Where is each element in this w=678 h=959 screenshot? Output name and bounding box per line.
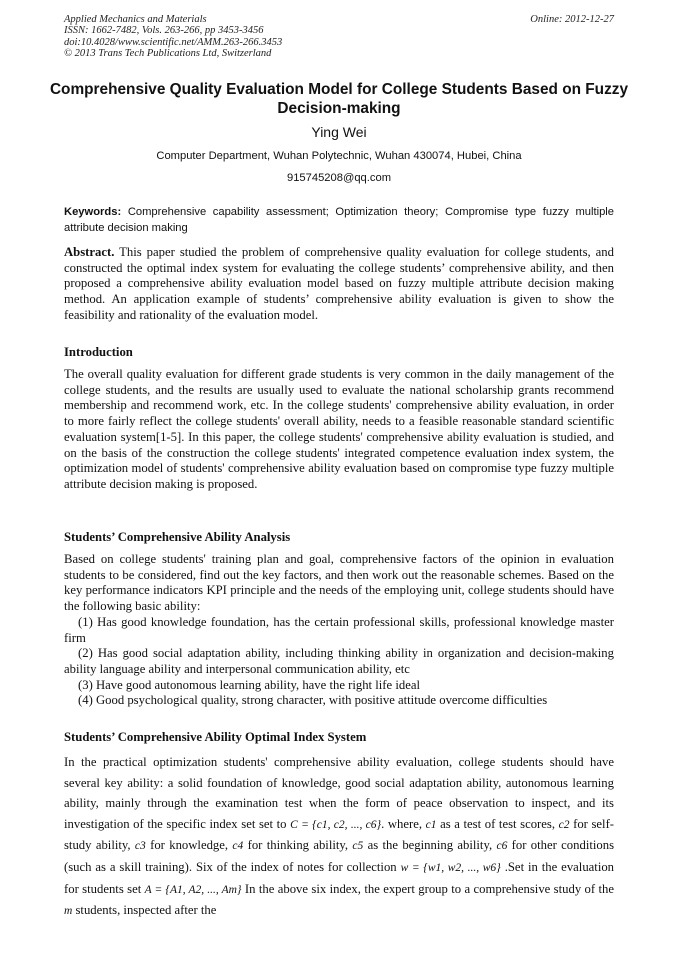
optimal-text: for other conditions (such as a skill training). Six of the index of notes for collection xyxy=(64,838,615,874)
intro-heading: Introduction xyxy=(64,345,133,359)
optimal-text: .Set in the evaluation for students set xyxy=(64,859,615,896)
issn-line: ISSN: 1662-7482, Vols. 263-266, pp 3453-3456 xyxy=(64,25,264,37)
optimal-heading: Students’ Comprehensive Ability Optimal Index System xyxy=(64,730,367,744)
index-set-formula: C = {c1, c2, ..., c6} xyxy=(290,818,382,831)
journal-header xyxy=(64,14,282,59)
analysis-intro: Based on college students' training plan and goal, comprehensive factors of the opinion in evaluation students to be considered, find out the key factors, and then work out the reasonable schemes. Based on the key performance indicators KPI principle and the needs of the employing unit, college students should have the following basic ability: xyxy=(64,552,614,614)
abstract-text: This paper studied the problem of comprehensive quality evaluation for college students, and constructed the optimal index system for evaluating the college students’ comprehensive ability, and then proposed a comprehensive ability evaluation model based on fuzzy multiple attribute decision making method. An application example of students’ comprehensive ability evaluation is given to show the feasibility and rationality of the evaluation model. xyxy=(64,245,614,322)
optimal-text: for thinking ability, xyxy=(247,838,349,853)
paper-title: Comprehensive Quality Evaluation Model for College Students Based on Fuzzy Decision-making xyxy=(49,81,629,117)
doi-line: doi:10.4028/www.scientific.net/AMM.263-266.3453 xyxy=(64,36,283,48)
index-symbol: c3 xyxy=(134,840,146,853)
optimal-text: students, inspected after the xyxy=(75,903,217,918)
ability-item: (2) Has good social adaptation ability, including thinking ability in organization and decision-making ability language ability and interpersonal communication ability, etc xyxy=(64,646,614,676)
analysis-body xyxy=(64,552,614,709)
abstract xyxy=(64,245,614,324)
index-symbol: c2 xyxy=(558,818,570,831)
ability-item: (4) Good psychological quality, strong character, with positive attitude overcome difficulties xyxy=(78,693,548,708)
weight-set-formula: w = {w1, w2, ..., w6} xyxy=(400,861,501,874)
author-email: 915745208@qq.com xyxy=(286,172,392,184)
analysis-heading: Students’ Comprehensive Ability Analysis xyxy=(64,530,291,544)
optimal-text: . where, xyxy=(381,816,423,831)
index-symbol: c4 xyxy=(232,840,244,853)
author-name: Ying Wei xyxy=(311,124,367,140)
optimal-text: In the practical optimization students' comprehensive ability evaluation, college students should have several key ability: a solid foundation of knowledge, good social adaptation ability, autonomous learning ability, mainly through the examination test when the form of peace observation to inspect, and its investigation of the specific index set set to xyxy=(64,755,614,831)
intro-body: The overall quality evaluation for different grade students is very common in the daily management of the college students, and the results are usually used to evaluate the national scholarship grants recommend membership and recommend work, etc. In the college students' comprehensive ability evaluation, in order to more fairly reflect the college students' overall ability, needs to a feasible reasonable standard scientific evaluation system[1-5]. In this paper, the college students' comprehensive ability evaluation is studied, and on the basis of the construction the college students' integrated competence evaluation index system, the optimization model of students' comprehensive ability evaluation based on compromise type fuzzy multiple attribute decision making is proposed. xyxy=(64,367,614,491)
ability-item: (3) Have good autonomous learning ability, have the right life ideal xyxy=(78,677,420,692)
abstract-label: Abstract. xyxy=(64,245,115,259)
index-symbol: c5 xyxy=(352,840,364,853)
keywords-label: Keywords: xyxy=(64,206,122,218)
journal-name: Applied Mechanics and Materials xyxy=(64,14,207,25)
keywords-text: Comprehensive capability assessment; Optimization theory; Compromise type fuzzy multiple attribute decision making xyxy=(64,206,614,234)
keywords xyxy=(64,205,614,236)
affiliation: Computer Department, Wuhan Polytechnic, Wuhan 430074, Hubei, China xyxy=(156,150,522,162)
optimal-text: for knowledge, xyxy=(150,838,229,853)
copyright-line: © 2013 Trans Tech Publications Ltd, Switzerland xyxy=(64,47,272,59)
index-symbol: c1 xyxy=(425,818,437,831)
student-count-symbol: m xyxy=(64,905,73,918)
optimal-text: as the beginning ability, xyxy=(367,838,493,853)
optimal-body xyxy=(64,752,614,922)
optimal-text: In the above six index, the expert group to a comprehensive study of the xyxy=(244,881,615,896)
optimal-text: for self-study ability, xyxy=(64,816,615,853)
ability-item: (1) Has good knowledge foundation, has the certain professional skills, professional knowledge master firm xyxy=(64,614,614,645)
index-symbol: c6 xyxy=(496,840,508,853)
student-set-formula: A = {A1, A2, ..., Am} xyxy=(144,883,242,896)
optimal-text: as a test of test scores, xyxy=(440,816,556,831)
online-date: Online: 2012-12-27 xyxy=(530,14,614,25)
